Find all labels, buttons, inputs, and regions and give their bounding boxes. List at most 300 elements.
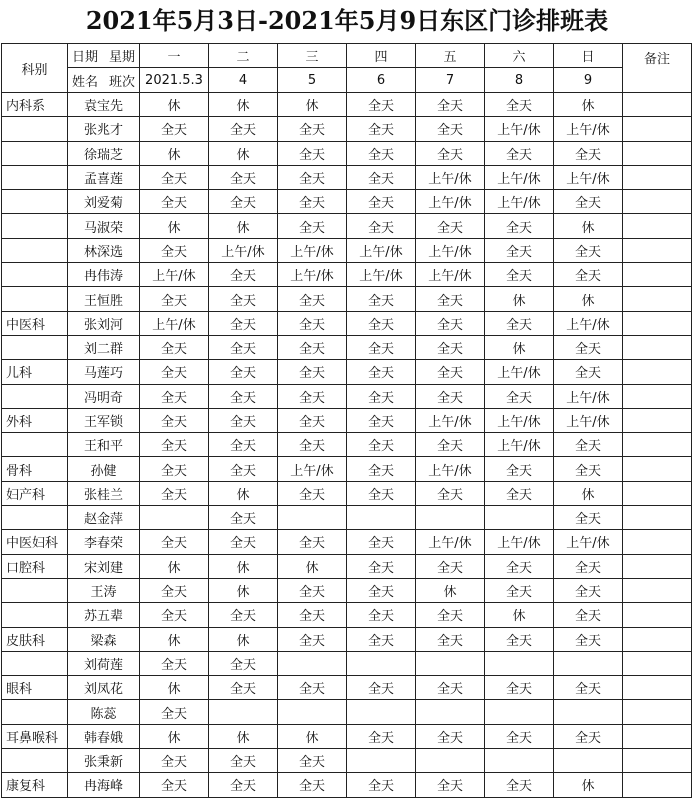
shift-cell: 上午/休 — [347, 263, 416, 287]
doctor-name-cell: 孟喜莲 — [68, 165, 140, 189]
shift-cell: 上午/休 — [278, 263, 347, 287]
dept-cell — [2, 578, 68, 602]
shift-cell: 全天 — [554, 603, 623, 627]
dept-cell — [2, 214, 68, 238]
shift-cell: 上午/休 — [485, 165, 554, 189]
page-title: 2021年5月3日-2021年5月9日东区门诊排班表 — [85, 6, 609, 35]
dept-cell — [2, 238, 68, 262]
table-row — [2, 554, 692, 578]
shift-cell: 上午/休 — [347, 238, 416, 262]
shift-cell — [278, 700, 347, 724]
shift-cell: 休 — [140, 627, 209, 651]
shift-cell: 全天 — [347, 724, 416, 748]
shift-cell: 全天 — [416, 433, 485, 457]
shift-cell: 休 — [554, 214, 623, 238]
doctor-name-cell: 陈蕊 — [68, 700, 140, 724]
shift-cell: 休 — [140, 214, 209, 238]
shift-cell — [347, 651, 416, 675]
table-row — [2, 214, 692, 238]
doctor-name-cell: 刘二群 — [68, 335, 140, 359]
shift-cell: 全天 — [347, 773, 416, 797]
shift-cell: 全天 — [140, 360, 209, 384]
doctor-name-cell: 孙健 — [68, 457, 140, 481]
shift-cell: 休 — [278, 554, 347, 578]
shift-cell: 全天 — [209, 603, 278, 627]
remark-cell — [623, 335, 692, 359]
shift-cell: 休 — [209, 93, 278, 117]
shift-cell: 上午/休 — [554, 408, 623, 432]
shift-cell: 全天 — [209, 651, 278, 675]
dept-cell: 耳鼻喉科 — [2, 724, 68, 748]
doctor-name-cell: 张刘河 — [68, 311, 140, 335]
shift-cell: 全天 — [140, 335, 209, 359]
table-row — [2, 724, 692, 748]
remark-cell — [623, 530, 692, 554]
shift-cell: 全天 — [278, 603, 347, 627]
shift-cell: 全天 — [278, 190, 347, 214]
shift-cell: 全天 — [278, 578, 347, 602]
shift-cell: 全天 — [485, 93, 554, 117]
date-cell: 4 — [209, 68, 278, 93]
dept-cell: 中医科 — [2, 311, 68, 335]
shift-cell: 全天 — [278, 360, 347, 384]
shift-cell: 全天 — [416, 335, 485, 359]
shift-cell: 休 — [140, 141, 209, 165]
dept-cell: 儿科 — [2, 360, 68, 384]
table-row — [2, 457, 692, 481]
table-row — [2, 627, 692, 651]
weekday-cell: 三 — [278, 44, 347, 68]
shift-cell: 休 — [140, 676, 209, 700]
shift-cell: 上午/休 — [416, 190, 485, 214]
shift-cell: 全天 — [416, 141, 485, 165]
shift-cell: 全天 — [209, 506, 278, 530]
shift-cell — [554, 651, 623, 675]
dept-cell — [2, 651, 68, 675]
shift-cell: 全天 — [416, 360, 485, 384]
shift-cell: 全天 — [347, 165, 416, 189]
dept-cell — [2, 287, 68, 311]
shift-cell: 休 — [485, 603, 554, 627]
doctor-name-cell: 刘凤花 — [68, 676, 140, 700]
shift-cell: 休 — [209, 724, 278, 748]
shift-cell: 全天 — [347, 287, 416, 311]
table-row — [2, 651, 692, 675]
dept-cell — [2, 384, 68, 408]
remark-cell — [623, 117, 692, 141]
shift-cell: 全天 — [278, 214, 347, 238]
doctor-name-cell: 刘爱菊 — [68, 190, 140, 214]
shift-cell: 全天 — [209, 117, 278, 141]
shift-cell: 全天 — [416, 384, 485, 408]
shift-cell: 全天 — [347, 190, 416, 214]
remark-cell — [623, 724, 692, 748]
doctor-name-cell: 冉伟涛 — [68, 263, 140, 287]
shift-cell: 全天 — [347, 433, 416, 457]
shift-cell: 上午/休 — [278, 457, 347, 481]
weekday-cell: 六 — [485, 44, 554, 68]
doctor-name-cell: 王恒胜 — [68, 287, 140, 311]
shift-cell — [347, 700, 416, 724]
shift-cell — [347, 506, 416, 530]
shift-cell: 全天 — [209, 165, 278, 189]
shift-cell: 全天 — [209, 311, 278, 335]
dept-cell — [2, 603, 68, 627]
shift-cell: 全天 — [347, 214, 416, 238]
shift-cell: 休 — [140, 554, 209, 578]
remark-cell — [623, 578, 692, 602]
shift-cell: 全天 — [485, 141, 554, 165]
table-row — [2, 506, 692, 530]
shift-cell: 全天 — [347, 603, 416, 627]
shift-cell: 全天 — [485, 578, 554, 602]
date-cell: 2021.5.3 — [140, 68, 209, 93]
shift-cell — [416, 506, 485, 530]
dept-cell: 皮肤科 — [2, 627, 68, 651]
shift-cell: 全天 — [485, 214, 554, 238]
shift-cell: 休 — [485, 335, 554, 359]
shift-cell: 全天 — [209, 287, 278, 311]
doctor-name-cell: 马淑荣 — [68, 214, 140, 238]
shift-cell: 全天 — [140, 238, 209, 262]
remark-cell — [623, 773, 692, 797]
shift-cell: 全天 — [485, 457, 554, 481]
shift-cell: 上午/休 — [485, 408, 554, 432]
shift-cell — [485, 749, 554, 773]
shift-cell: 全天 — [140, 190, 209, 214]
shift-cell: 上午/休 — [485, 190, 554, 214]
shift-cell: 全天 — [347, 457, 416, 481]
shift-cell: 全天 — [209, 190, 278, 214]
remark-cell — [623, 360, 692, 384]
shift-cell: 休 — [278, 93, 347, 117]
shift-cell: 全天 — [554, 190, 623, 214]
shift-cell: 上午/休 — [485, 117, 554, 141]
doctor-name-cell: 梁森 — [68, 627, 140, 651]
remark-cell — [623, 627, 692, 651]
shift-cell: 全天 — [347, 335, 416, 359]
remark-cell — [623, 190, 692, 214]
shift-cell: 休 — [209, 214, 278, 238]
shift-cell: 休 — [554, 481, 623, 505]
shift-cell: 全天 — [140, 773, 209, 797]
shift-cell: 全天 — [347, 93, 416, 117]
shift-cell — [485, 651, 554, 675]
dept-cell: 内科系 — [2, 93, 68, 117]
shift-cell: 上午/休 — [554, 117, 623, 141]
table-row — [2, 384, 692, 408]
shift-cell: 全天 — [554, 141, 623, 165]
shift-cell: 上午/休 — [209, 238, 278, 262]
dept-cell — [2, 335, 68, 359]
shift-cell: 全天 — [140, 165, 209, 189]
weekday-cell: 一 — [140, 44, 209, 68]
dept-cell — [2, 141, 68, 165]
remark-cell — [623, 749, 692, 773]
shift-cell: 全天 — [416, 627, 485, 651]
doctor-name-cell: 苏五辈 — [68, 603, 140, 627]
shift-cell: 休 — [416, 578, 485, 602]
shift-cell: 全天 — [416, 311, 485, 335]
shift-cell: 全天 — [485, 554, 554, 578]
table-row — [2, 311, 692, 335]
shift-cell: 全天 — [278, 384, 347, 408]
shift-cell: 全天 — [554, 554, 623, 578]
dept-cell — [2, 165, 68, 189]
shift-cell: 全天 — [278, 141, 347, 165]
shift-cell — [416, 651, 485, 675]
shift-cell: 全天 — [347, 311, 416, 335]
shift-cell: 全天 — [140, 749, 209, 773]
shift-cell: 全天 — [554, 360, 623, 384]
shift-cell: 全天 — [416, 93, 485, 117]
shift-cell: 全天 — [140, 578, 209, 602]
header-row-dates — [2, 68, 692, 93]
shift-cell: 上午/休 — [416, 238, 485, 262]
shift-cell: 全天 — [347, 530, 416, 554]
dept-header: 科别 — [2, 44, 68, 93]
remark-cell — [623, 238, 692, 262]
shift-cell: 全天 — [140, 457, 209, 481]
table-row — [2, 263, 692, 287]
shift-cell: 全天 — [416, 481, 485, 505]
date-cell: 7 — [416, 68, 485, 93]
shift-cell — [554, 700, 623, 724]
dept-cell: 外科 — [2, 408, 68, 432]
shift-cell: 全天 — [554, 627, 623, 651]
shift-cell: 全天 — [278, 676, 347, 700]
table-row — [2, 141, 692, 165]
shift-cell: 上午/休 — [554, 165, 623, 189]
shift-cell: 全天 — [554, 578, 623, 602]
weekday-label: 星期 — [108, 50, 135, 65]
shift-cell: 全天 — [278, 165, 347, 189]
remark-cell — [623, 93, 692, 117]
shift-cell: 上午/休 — [416, 263, 485, 287]
shift-cell: 全天 — [554, 457, 623, 481]
shift-cell: 全天 — [416, 773, 485, 797]
date-label: 日期 — [72, 50, 99, 65]
doctor-name-cell: 冯明奇 — [68, 384, 140, 408]
date-cell: 5 — [278, 68, 347, 93]
shift-cell: 休 — [140, 93, 209, 117]
shift-cell: 全天 — [485, 238, 554, 262]
shift-cell — [416, 700, 485, 724]
shift-cell — [278, 506, 347, 530]
remark-cell — [623, 481, 692, 505]
shift-cell: 全天 — [140, 530, 209, 554]
shift-cell: 休 — [209, 481, 278, 505]
remark-cell — [623, 433, 692, 457]
date-cell: 8 — [485, 68, 554, 93]
shift-cell: 全天 — [416, 724, 485, 748]
remark-cell — [623, 603, 692, 627]
doctor-name-cell: 林深选 — [68, 238, 140, 262]
doctor-name-cell: 马莲巧 — [68, 360, 140, 384]
shift-cell: 全天 — [278, 287, 347, 311]
shift-cell: 全天 — [278, 335, 347, 359]
shift-cell — [278, 651, 347, 675]
remark-cell — [623, 457, 692, 481]
shift-cell: 全天 — [554, 506, 623, 530]
shift-cell: 全天 — [209, 360, 278, 384]
table-row — [2, 530, 692, 554]
doctor-name-cell: 张桂兰 — [68, 481, 140, 505]
remark-cell — [623, 141, 692, 165]
doctor-name-cell: 冉海峰 — [68, 773, 140, 797]
doctor-name-cell: 李春荣 — [68, 530, 140, 554]
table-row — [2, 408, 692, 432]
shift-cell: 全天 — [416, 214, 485, 238]
doctor-name-cell: 王涛 — [68, 578, 140, 602]
shift-cell: 全天 — [347, 676, 416, 700]
remark-cell — [623, 263, 692, 287]
date-cell: 9 — [554, 68, 623, 93]
shift-cell: 全天 — [485, 481, 554, 505]
remark-cell — [623, 700, 692, 724]
dept-cell: 妇产科 — [2, 481, 68, 505]
table-row — [2, 360, 692, 384]
remark-cell — [623, 287, 692, 311]
shift-cell: 全天 — [485, 311, 554, 335]
shift-cell: 全天 — [554, 238, 623, 262]
schedule-table — [1, 43, 692, 798]
shift-cell: 全天 — [140, 603, 209, 627]
remark-cell — [623, 676, 692, 700]
shift-cell: 休 — [209, 141, 278, 165]
remark-cell — [623, 506, 692, 530]
shift-cell: 全天 — [485, 263, 554, 287]
date-weekday-header — [68, 44, 140, 68]
dept-cell: 中医妇科 — [2, 530, 68, 554]
shift-cell: 全天 — [278, 749, 347, 773]
shift-cell: 全天 — [485, 384, 554, 408]
table-row — [2, 749, 692, 773]
dept-cell — [2, 117, 68, 141]
shift-cell: 休 — [140, 724, 209, 748]
shift-cell: 全天 — [347, 627, 416, 651]
table-row — [2, 93, 692, 117]
shift-cell: 全天 — [347, 360, 416, 384]
remark-cell — [623, 408, 692, 432]
table-row — [2, 238, 692, 262]
weekday-cell: 四 — [347, 44, 416, 68]
shift-cell: 全天 — [416, 603, 485, 627]
table-row — [2, 190, 692, 214]
shift-label: 班次 — [108, 74, 135, 90]
remark-cell — [623, 554, 692, 578]
doctor-name-cell: 赵金萍 — [68, 506, 140, 530]
dept-cell — [2, 433, 68, 457]
dept-cell — [2, 263, 68, 287]
shift-cell: 上午/休 — [416, 530, 485, 554]
shift-cell: 全天 — [278, 481, 347, 505]
shift-cell: 全天 — [554, 724, 623, 748]
shift-cell: 全天 — [416, 117, 485, 141]
dept-cell: 眼科 — [2, 676, 68, 700]
shift-cell: 上午/休 — [416, 165, 485, 189]
shift-cell: 全天 — [209, 773, 278, 797]
shift-cell: 全天 — [554, 433, 623, 457]
shift-cell: 上午/休 — [554, 530, 623, 554]
shift-cell: 全天 — [554, 335, 623, 359]
shift-cell: 全天 — [485, 724, 554, 748]
shift-cell: 全天 — [347, 141, 416, 165]
table-row — [2, 433, 692, 457]
shift-cell: 全天 — [278, 311, 347, 335]
shift-cell: 全天 — [209, 433, 278, 457]
shift-cell: 全天 — [209, 676, 278, 700]
table-row — [2, 773, 692, 797]
dept-cell: 骨科 — [2, 457, 68, 481]
dept-cell: 口腔科 — [2, 554, 68, 578]
schedule-body — [2, 93, 692, 798]
dept-cell: 康复科 — [2, 773, 68, 797]
table-row — [2, 117, 692, 141]
shift-cell: 全天 — [209, 749, 278, 773]
shift-cell: 全天 — [347, 408, 416, 432]
remark-cell — [623, 384, 692, 408]
weekday-cell: 日 — [554, 44, 623, 68]
shift-cell: 全天 — [140, 117, 209, 141]
table-row — [2, 335, 692, 359]
shift-cell: 全天 — [209, 263, 278, 287]
header-row-weekdays — [2, 44, 692, 68]
table-row — [2, 165, 692, 189]
shift-cell: 休 — [554, 773, 623, 797]
shift-cell: 全天 — [209, 335, 278, 359]
shift-cell: 全天 — [347, 117, 416, 141]
remark-cell — [623, 214, 692, 238]
shift-cell: 上午/休 — [416, 457, 485, 481]
shift-cell: 全天 — [347, 554, 416, 578]
name-label: 姓名 — [72, 74, 99, 90]
dept-cell — [2, 749, 68, 773]
shift-cell: 全天 — [485, 676, 554, 700]
shift-cell: 全天 — [347, 384, 416, 408]
doctor-name-cell: 徐瑞芝 — [68, 141, 140, 165]
table-row — [2, 481, 692, 505]
weekday-cell: 二 — [209, 44, 278, 68]
shift-cell: 全天 — [140, 651, 209, 675]
shift-cell: 全天 — [140, 287, 209, 311]
doctor-name-cell: 王军锁 — [68, 408, 140, 432]
shift-cell — [554, 749, 623, 773]
shift-cell: 全天 — [278, 408, 347, 432]
remark-header: 备注 — [623, 44, 692, 93]
shift-cell: 上午/休 — [554, 311, 623, 335]
shift-cell: 全天 — [347, 481, 416, 505]
shift-cell: 全天 — [554, 676, 623, 700]
dept-cell — [2, 190, 68, 214]
doctor-name-cell: 袁宝先 — [68, 93, 140, 117]
shift-cell: 休 — [485, 287, 554, 311]
shift-cell: 上午/休 — [140, 311, 209, 335]
shift-cell: 全天 — [278, 627, 347, 651]
doctor-name-cell: 张秉新 — [68, 749, 140, 773]
shift-cell: 全天 — [416, 554, 485, 578]
shift-cell: 休 — [209, 578, 278, 602]
shift-cell: 全天 — [347, 578, 416, 602]
remark-cell — [623, 165, 692, 189]
doctor-name-cell: 王和平 — [68, 433, 140, 457]
table-row — [2, 287, 692, 311]
doctor-name-cell: 宋刘建 — [68, 554, 140, 578]
table-row — [2, 578, 692, 602]
remark-cell — [623, 651, 692, 675]
table-row — [2, 603, 692, 627]
shift-cell — [140, 506, 209, 530]
